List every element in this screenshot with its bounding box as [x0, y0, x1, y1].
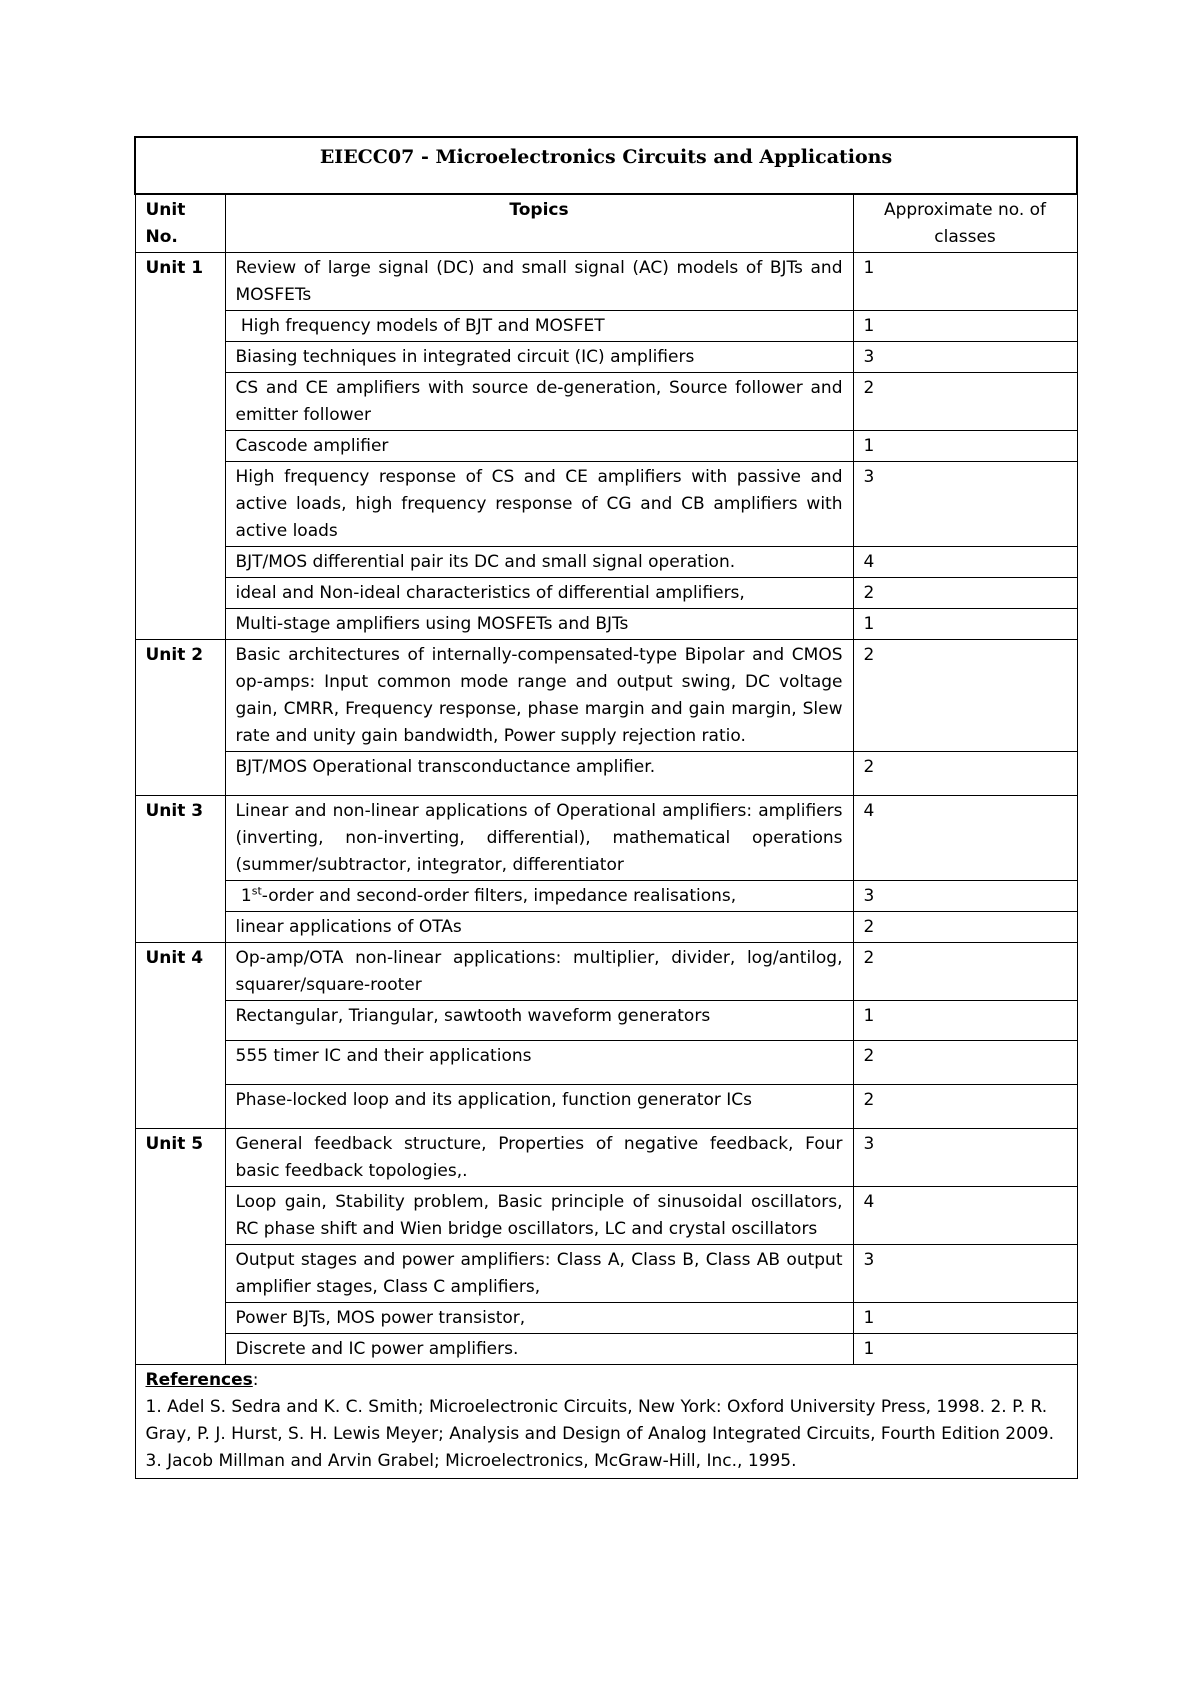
unit-column-header: Unit No.	[135, 194, 225, 253]
topic-cell: Basic architectures of internally-compensated-type Bipolar and CMOS op-amps: Input common mode range and output swing, DC voltage gain, CMRR, Frequency response, phase margin and gain margin, Slew rate and unity gain bandwidth, Power supply rejection ratio.	[225, 640, 853, 752]
topic-cell: Discrete and IC power amplifiers.	[225, 1334, 853, 1365]
classes-cell: 3	[853, 342, 1077, 373]
classes-cell: 1	[853, 1334, 1077, 1365]
table-row	[135, 1001, 1077, 1041]
classes-cell: 1	[853, 431, 1077, 462]
topic-cell: General feedback structure, Properties of negative feedback, Four basic feedback topologies,.	[225, 1129, 853, 1187]
classes-column-header: Approximate no. of classes	[853, 194, 1077, 253]
classes-cell: 2	[853, 1041, 1077, 1085]
table-row	[135, 462, 1077, 547]
topic-cell: 555 timer IC and their applications	[225, 1041, 853, 1085]
table-row	[135, 547, 1077, 578]
classes-cell: 2	[853, 373, 1077, 431]
table-row	[135, 640, 1077, 752]
topic-cell: Output stages and power amplifiers: Class A, Class B, Class AB output amplifier stages, Class C amplifiers,	[225, 1245, 853, 1303]
ordinal-number: 1	[240, 886, 252, 906]
references-row	[135, 1365, 1077, 1479]
unit-label: Unit 2	[135, 640, 225, 796]
classes-cell: 4	[853, 547, 1077, 578]
references-heading: References	[145, 1370, 253, 1390]
table-row	[135, 253, 1077, 311]
table-row	[135, 311, 1077, 342]
unit-label: Unit 1	[135, 253, 225, 640]
classes-cell: 1	[853, 253, 1077, 311]
table-row	[135, 609, 1077, 640]
topic-cell: High frequency models of BJT and MOSFET	[225, 311, 853, 342]
table-row	[135, 373, 1077, 431]
ordinal-suffix: st	[251, 884, 262, 898]
table-row	[135, 881, 1077, 912]
topic-cell	[225, 881, 853, 912]
topic-cell: Review of large signal (DC) and small signal (AC) models of BJTs and MOSFETs	[225, 253, 853, 311]
topic-cell: Power BJTs, MOS power transistor,	[225, 1303, 853, 1334]
unit-label: Unit 5	[135, 1129, 225, 1365]
topic-text: -order and second-order filters, impedance realisations,	[261, 886, 737, 906]
unit-label: Unit 4	[135, 943, 225, 1129]
syllabus-table	[134, 136, 1078, 1479]
table-row	[135, 1187, 1077, 1245]
classes-cell: 4	[853, 1187, 1077, 1245]
table-row	[135, 342, 1077, 373]
classes-cell: 3	[853, 462, 1077, 547]
table-row	[135, 1041, 1077, 1085]
topic-cell: Rectangular, Triangular, sawtooth waveform generators	[225, 1001, 853, 1041]
topic-cell: Cascode amplifier	[225, 431, 853, 462]
classes-cell: 2	[853, 1085, 1077, 1129]
table-row	[135, 752, 1077, 796]
classes-cell: 2	[853, 578, 1077, 609]
table-row	[135, 1129, 1077, 1187]
topic-cell: BJT/MOS Operational transconductance amplifier.	[225, 752, 853, 796]
table-row	[135, 1245, 1077, 1303]
topic-cell: Loop gain, Stability problem, Basic principle of sinusoidal oscillators, RC phase shift and Wien bridge oscillators, LC and crystal oscillators	[225, 1187, 853, 1245]
topic-cell: Multi-stage amplifiers using MOSFETs and BJTs	[225, 609, 853, 640]
topic-cell: linear applications of OTAs	[225, 912, 853, 943]
classes-cell: 3	[853, 881, 1077, 912]
table-row	[135, 943, 1077, 1001]
course-title: EIECC07 - Microelectronics Circuits and Applications	[135, 137, 1077, 194]
topic-cell: Phase-locked loop and its application, function generator ICs	[225, 1085, 853, 1129]
classes-cell: 2	[853, 912, 1077, 943]
table-row	[135, 1303, 1077, 1334]
classes-cell: 1	[853, 1001, 1077, 1041]
topic-cell: Op-amp/OTA non-linear applications: multiplier, divider, log/antilog, squarer/square-rooter	[225, 943, 853, 1001]
table-row	[135, 796, 1077, 881]
classes-cell: 4	[853, 796, 1077, 881]
table-row	[135, 578, 1077, 609]
reference-entry: 3. Jacob Millman and Arvin Grabel; Microelectronics, McGraw-Hill, Inc., 1995.	[145, 1451, 797, 1471]
classes-cell: 2	[853, 640, 1077, 752]
topic-cell: ideal and Non-ideal characteristics of differential amplifiers,	[225, 578, 853, 609]
topic-cell: Biasing techniques in integrated circuit (IC) amplifiers	[225, 342, 853, 373]
classes-cell: 1	[853, 609, 1077, 640]
header-row	[135, 194, 1077, 253]
table-row	[135, 1334, 1077, 1365]
classes-cell: 2	[853, 752, 1077, 796]
title-row	[135, 137, 1077, 194]
topics-column-header: Topics	[225, 194, 853, 253]
table-row	[135, 1085, 1077, 1129]
topic-cell: CS and CE amplifiers with source de-generation, Source follower and emitter follower	[225, 373, 853, 431]
classes-cell: 1	[853, 1303, 1077, 1334]
table-row	[135, 912, 1077, 943]
classes-cell: 3	[853, 1129, 1077, 1187]
references-heading-line: References:	[145, 1370, 259, 1390]
reference-entry: 1. Adel S. Sedra and K. C. Smith; Microelectronic Circuits, New York: Oxford University Press, 1998. 2. P. R. Gray, P. J. Hurst, S. H. Lewis Meyer; Analysis and Design of Analog Integrated Circuits, Fourth Edition 2009.	[145, 1397, 1054, 1444]
classes-cell: 3	[853, 1245, 1077, 1303]
topic-cell: High frequency response of CS and CE amplifiers with passive and active loads, high frequency response of CG and CB amplifiers with active loads	[225, 462, 853, 547]
references-cell	[135, 1365, 1077, 1479]
unit-label: Unit 3	[135, 796, 225, 943]
classes-cell: 1	[853, 311, 1077, 342]
table-row	[135, 431, 1077, 462]
topic-cell: Linear and non-linear applications of Operational amplifiers: amplifiers (inverting, non-inverting, differential), mathematical operations (summer/subtractor, integrator, differentiator	[225, 796, 853, 881]
classes-cell: 2	[853, 943, 1077, 1001]
topic-cell: BJT/MOS differential pair its DC and small signal operation.	[225, 547, 853, 578]
